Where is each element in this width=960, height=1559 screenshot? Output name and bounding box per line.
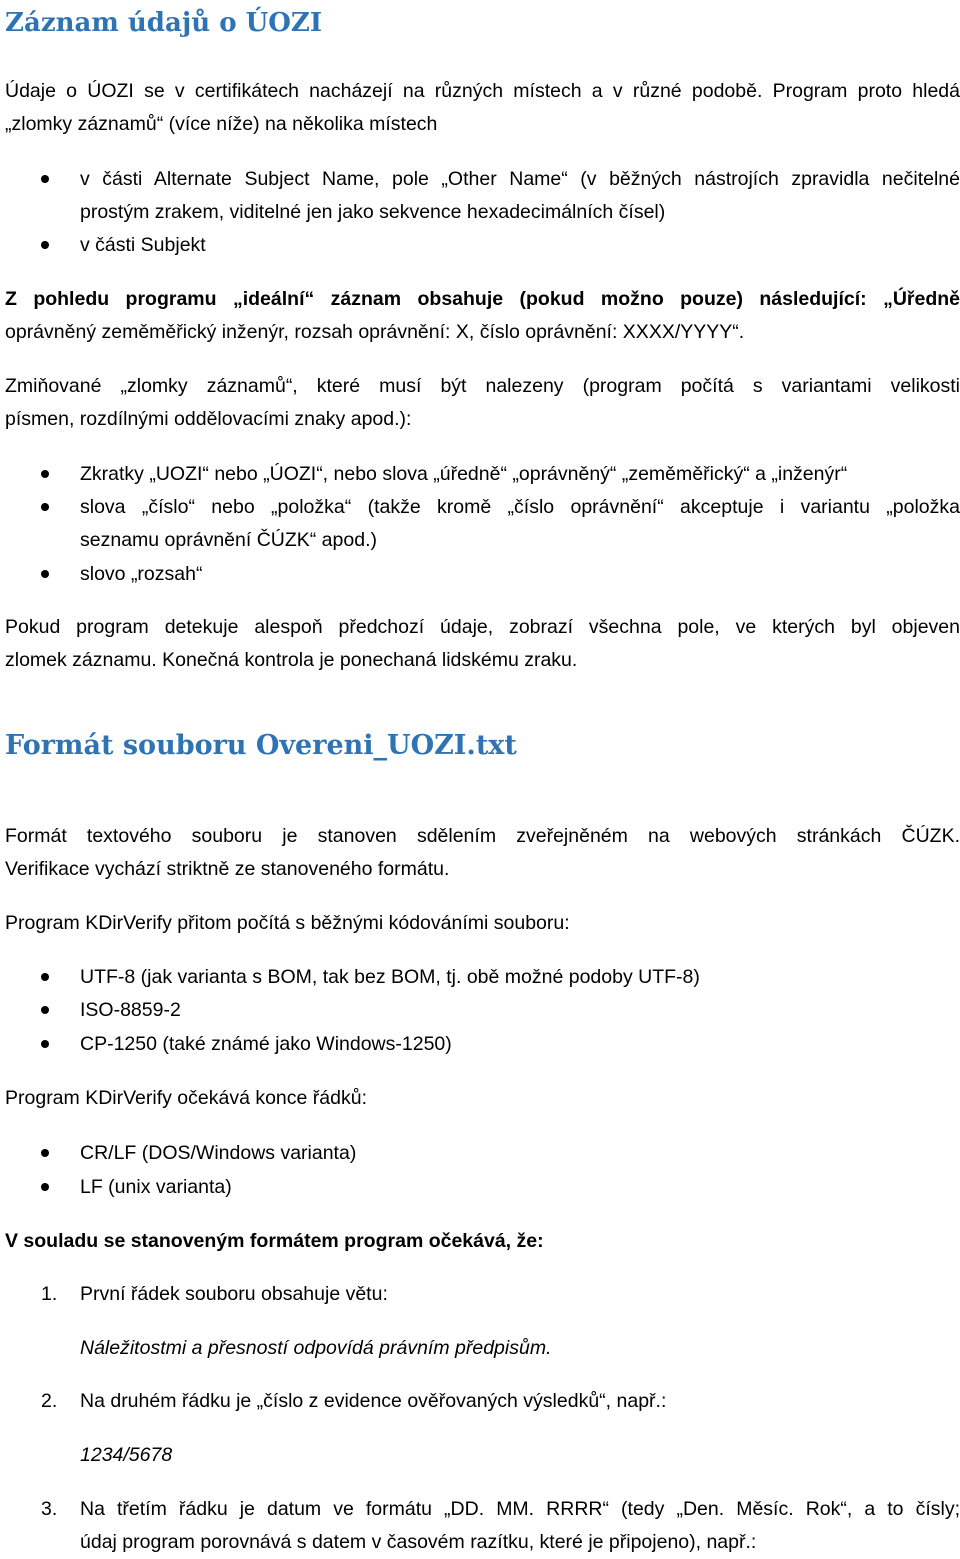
bullet-icon (41, 470, 49, 478)
fragments-intro-line-2: písmen, rozdílnými oddělovacími znaky apod.): (5, 408, 412, 430)
encodings-intro: Program KDirVerify přitom počítá s běžnými kódováními souboru: (5, 912, 570, 934)
section-heading-zaznam: Záznam údajů o ÚOZI (5, 8, 323, 38)
step-3-text-line-1: Na třetím řádku je datum ve formátu „DD. MM. RRRR“ (tedy „Den. Měsíc. Rok“, a to čísly; (80, 1498, 960, 1520)
bullet-icon (41, 241, 49, 249)
bullet-icon (41, 175, 49, 183)
line-endings-intro: Program KDirVerify očekává konce řádků: (5, 1087, 367, 1109)
ideal-record-bold-line: Z pohledu programu „ideální“ záznam obsahuje (pokud možno pouze) následující: „Úředně (5, 288, 960, 310)
encoding-item-3: CP-1250 (také známé jako Windows-1250) (80, 1033, 452, 1055)
step-number-2: 2. (41, 1390, 58, 1412)
intro-paragraph-line-2: „zlomky záznamů“ (více níže) na několika místech (5, 113, 438, 135)
location-item-1-line-2: prostým zrakem, viditelné jen jako sekvence hexadecimálních čísel) (80, 201, 666, 223)
bullet-icon (41, 1183, 49, 1191)
closing-line-1: Pokud program detekuje alespoň předchozí údaje, zobrazí všechna pole, ve kterých byl objeven (5, 616, 960, 638)
step-1-example: Náležitostmi a přesností odpovídá právním předpisům. (80, 1337, 552, 1359)
step-1-text: První řádek souboru obsahuje větu: (80, 1283, 388, 1305)
location-item-2: v části Subjekt (80, 234, 206, 256)
bullet-icon (41, 1149, 49, 1157)
fragment-item-2-line-1: slova „číslo“ nebo „položka“ (takže kromě „číslo oprávnění“ akceptuje i variantu „položka (80, 496, 960, 518)
bullet-icon (41, 503, 49, 511)
format-paragraph-line-1: Formát textového souboru je stanoven sdělením zveřejněném na webových stránkách ČÚZK. (5, 825, 960, 847)
fragment-item-1: Zkratky „UOZI“ nebo „ÚOZI“, nebo slova „úředně“ „oprávněný“ „zeměměřický“ a „inženýr“ (80, 463, 848, 485)
expectations-heading: V souladu se stanoveným formátem program očekává, že: (5, 1230, 544, 1252)
step-2-text: Na druhém řádku je „číslo z evidence ověřovaných výsledků“, např.: (80, 1390, 667, 1412)
intro-paragraph-line-1: Údaje o ÚOZI se v certifikátech nacházejí na různých místech a v různé podobě. Program proto hledá (5, 80, 960, 102)
closing-line-2: zlomek záznamu. Konečná kontrola je ponechaná lidskému zraku. (5, 649, 578, 671)
step-3-text-line-2: údaj program porovnává s datem v časovém razítku, které je připojeno), např.: (80, 1531, 757, 1553)
encoding-item-2: ISO-8859-2 (80, 999, 181, 1021)
step-2-example: 1234/5678 (80, 1444, 173, 1466)
line-ending-item-2: LF (unix varianta) (80, 1176, 232, 1198)
bullet-icon (41, 1006, 49, 1014)
fragment-item-3: slovo „rozsah“ (80, 563, 203, 585)
ideal-record-rest-line: oprávněný zeměměřický inženýr, rozsah oprávnění: X, číslo oprávnění: XXXX/YYYY“. (5, 321, 745, 343)
section-heading-format: Formát souboru Overeni_UOZI.txt (5, 730, 517, 761)
encoding-item-1: UTF-8 (jak varianta s BOM, tak bez BOM, tj. obě možné podoby UTF-8) (80, 966, 700, 988)
bullet-icon (41, 973, 49, 981)
location-item-1-line-1: v části Alternate Subject Name, pole „Other Name“ (v běžných nástrojích zpravidla nečitelné (80, 168, 960, 190)
bullet-icon (41, 1040, 49, 1048)
bullet-icon (41, 570, 49, 578)
line-ending-item-1: CR/LF (DOS/Windows varianta) (80, 1142, 357, 1164)
step-number-3: 3. (41, 1498, 58, 1520)
format-paragraph-line-2: Verifikace vychází striktně ze stanoveného formátu. (5, 858, 450, 880)
fragment-item-2-line-2: seznamu oprávnění ČÚZK“ apod.) (80, 529, 377, 551)
step-number-1: 1. (41, 1283, 58, 1305)
fragments-intro-line-1: Zmiňované „zlomky záznamů“, které musí být nalezeny (program počítá s variantami velikosti (5, 375, 960, 397)
